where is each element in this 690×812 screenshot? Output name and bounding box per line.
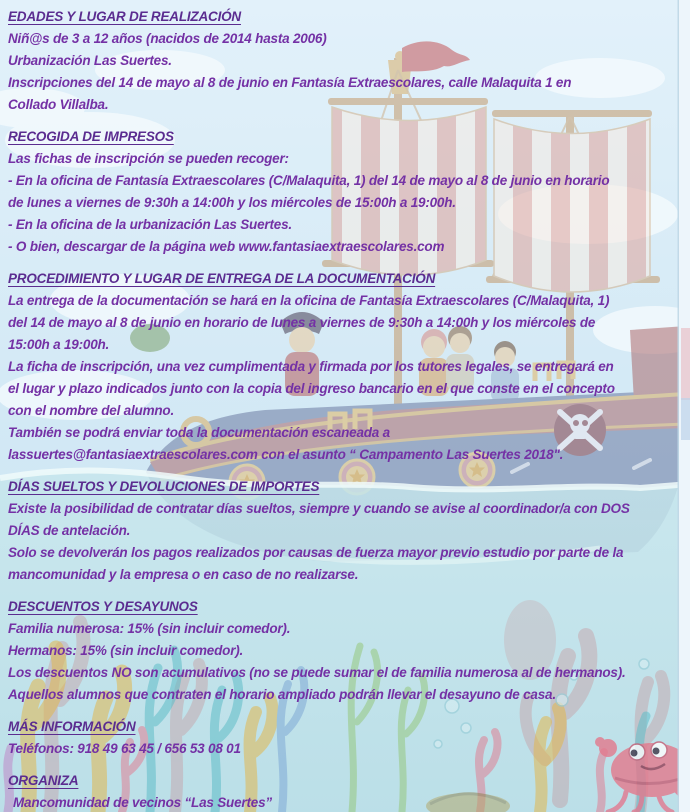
text-line: Hermanos: 15% (sin incluir comedor). (8, 643, 244, 658)
text-line: mancomunidad y la empresa o en caso de no realizarse. (8, 567, 359, 582)
text-line: Las fichas de inscripción se pueden recoger: (8, 151, 289, 166)
text-line: Niñ@s de 3 a 12 años (nacidos de 2014 hasta 2006) (8, 31, 327, 46)
section-mas-informacion (8, 716, 682, 760)
text-line: del 14 de mayo al 8 de junio en horario de lunes a viernes de 9:30h a 14:00h y los miércoles de (8, 315, 596, 330)
section-heading-dias-sueltos: DÍAS SUELTOS Y DEVOLUCIONES DE IMPORTES (8, 479, 320, 494)
organizer-name: Mancomunidad de vecinos “Las Suertes” (13, 795, 272, 810)
section-heading-descuentos: DESCUENTOS Y DESAYUNOS (8, 599, 198, 614)
text-line: de lunes a viernes de 9:30h a 14:00h y los miércoles de 15:00h a 19:00h. (8, 195, 456, 210)
section-procedimiento-entrega (8, 268, 682, 466)
text-line: Inscripciones del 14 de mayo al 8 de junio en Fantasía Extraescolares, calle Malaquita 1 en (8, 75, 572, 90)
text-line: DÍAS de antelación. (8, 523, 131, 538)
text-line: el lugar y plazo indicados junto con la copia del ingreso bancario en el que conste en el concepto (8, 381, 615, 396)
text-line: Existe la posibilidad de contratar días sueltos, siempre y cuando se avise al coordinador/a con DOS (8, 501, 630, 516)
section-dias-sueltos-devoluciones (8, 476, 682, 586)
section-heading-edades: EDADES Y LUGAR DE REALIZACIÓN (8, 9, 241, 24)
text-line: La ficha de inscripción, una vez cumplimentada y firmada por los tutores legales, se entregará en (8, 359, 614, 374)
section-heading-recogida: RECOGIDA DE IMPRESOS (8, 129, 174, 144)
text-line: También se podrá enviar toda la documentación escaneada a (8, 425, 390, 440)
section-heading-organiza: ORGANIZA (8, 773, 79, 788)
section-recogida-de-impresos (8, 126, 682, 258)
text-line: Urbanización Las Suertes. (8, 53, 172, 68)
phone-numbers: Teléfonos: 918 49 63 45 / 656 53 08 01 (8, 741, 241, 756)
section-heading-procedimiento: PROCEDIMIENTO Y LUGAR DE ENTREGA DE LA DOCUMENTACIÓN (8, 271, 436, 286)
text-line: - En la oficina de Fantasía Extraescolares (C/Malaquita, 1) del 14 de mayo al 8 de junio en horario (8, 173, 610, 188)
text-line: Aquellos alumnos que contraten el horario ampliado podrán llevar el desayuno de casa. (8, 687, 556, 702)
text-line: - En la oficina de la urbanización Las Suertes. (8, 217, 292, 232)
text-line-email: lassuertes@fantasiaextraescolares.com con el asunto “ Campamento Las Suertes 2018". (8, 447, 564, 462)
text-line: Solo se devolverán los pagos realizados por causas de fuerza mayor previo estudio por parte de la (8, 545, 624, 560)
section-edades-y-lugar (8, 6, 682, 116)
text-line: La entrega de la documentación se hará en la oficina de Fantasía Extraescolares (C/Malaquita, 1) (8, 293, 610, 308)
text-line: Collado Villalba. (8, 97, 109, 112)
text-line: Los descuentos NO son acumulativos (no se puede sumar el de familia numerosa al de hermanos). (8, 665, 626, 680)
section-organiza (8, 770, 682, 812)
text-line: con el nombre del alumno. (8, 403, 175, 418)
text-line: Familia numerosa: 15% (sin incluir comedor). (8, 621, 291, 636)
section-descuentos-y-desayunos (8, 596, 682, 706)
text-line: 15:00h a 19:00h. (8, 337, 110, 352)
text-line: - O bien, descargar de la página web www.fantasiaextraescolares.com (8, 239, 445, 254)
section-heading-mas-informacion: MÁS INFORMACIÓN (8, 719, 136, 734)
